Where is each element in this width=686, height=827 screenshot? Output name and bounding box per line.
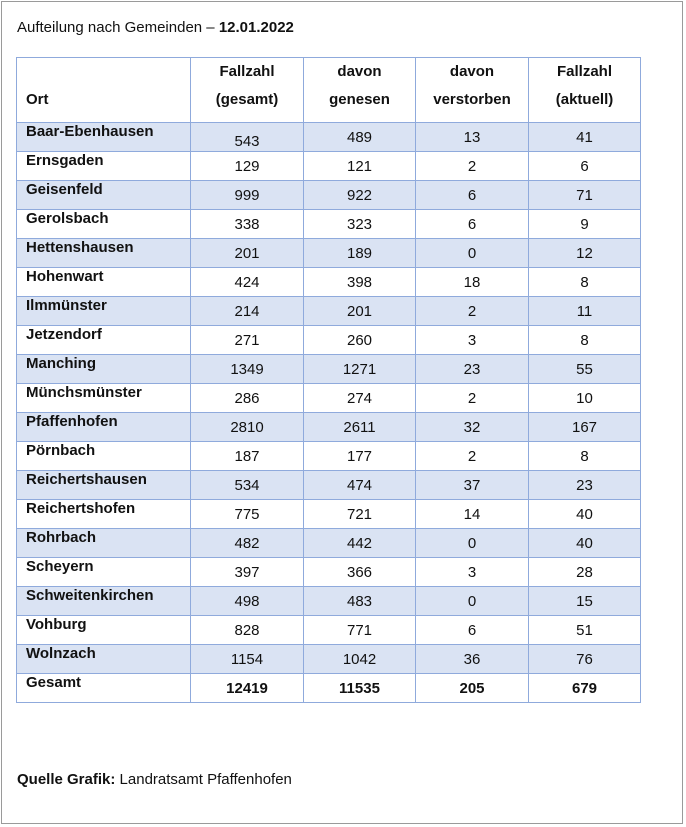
cell-value: 11: [529, 297, 641, 326]
cell-value: 483: [304, 587, 416, 616]
cell-value: 366: [304, 558, 416, 587]
cell-value: 28: [529, 558, 641, 587]
cell-value: 12: [529, 239, 641, 268]
cell-value: 41: [529, 123, 641, 152]
table-row: [17, 152, 641, 181]
page-title: [17, 19, 294, 36]
cell-ort: Gerolsbach: [17, 210, 191, 239]
header-fallzahl-gesamt: Fallzahl (gesamt): [191, 58, 304, 123]
cell-ort: Vohburg: [17, 616, 191, 645]
cell-value: 474: [304, 471, 416, 500]
cell-value: 2: [416, 442, 529, 471]
cell-value: 8: [529, 326, 641, 355]
cell-ort: Pörnbach: [17, 442, 191, 471]
cell-value: 11535: [304, 674, 416, 703]
cell-ort: Scheyern: [17, 558, 191, 587]
cell-value: 398: [304, 268, 416, 297]
cell-value: 679: [529, 674, 641, 703]
cell-value: 187: [191, 442, 304, 471]
cell-value: 23: [416, 355, 529, 384]
cell-value: 37: [416, 471, 529, 500]
cell-value: 12419: [191, 674, 304, 703]
cell-value: 397: [191, 558, 304, 587]
cell-value: 286: [191, 384, 304, 413]
table-row: [17, 181, 641, 210]
cell-value: 177: [304, 442, 416, 471]
cell-value: 51: [529, 616, 641, 645]
cell-value: 2611: [304, 413, 416, 442]
cell-value: 0: [416, 239, 529, 268]
table-row: [17, 442, 641, 471]
cell-value: 129: [191, 152, 304, 181]
header-davon-genesen: davon genesen: [304, 58, 416, 123]
cell-value: 3: [416, 326, 529, 355]
cell-value: 775: [191, 500, 304, 529]
title-date: 12.01.2022: [218, 19, 294, 36]
table-row: [17, 210, 641, 239]
table-row: [17, 355, 641, 384]
table-row: [17, 123, 641, 152]
cell-value: 205: [416, 674, 529, 703]
cell-value: 0: [416, 587, 529, 616]
cell-value: 1349: [191, 355, 304, 384]
table-row: [17, 558, 641, 587]
cell-ort: Rohrbach: [17, 529, 191, 558]
cell-value: 271: [191, 326, 304, 355]
table-row: [17, 500, 641, 529]
cell-value: 2: [416, 384, 529, 413]
cell-value: 482: [191, 529, 304, 558]
cell-value: 6: [416, 616, 529, 645]
cell-value: 201: [191, 239, 304, 268]
cell-value: 1154: [191, 645, 304, 674]
table-row: [17, 384, 641, 413]
cell-value: 1271: [304, 355, 416, 384]
cell-ort: Baar-Ebenhausen: [17, 123, 191, 152]
cell-value: 8: [529, 268, 641, 297]
cell-ort: Jetzendorf: [17, 326, 191, 355]
cell-value: 76: [529, 645, 641, 674]
cell-ort: Schweitenkirchen: [17, 587, 191, 616]
table-total-row: [17, 674, 641, 703]
cell-value: 274: [304, 384, 416, 413]
source-label: Quelle Grafik:: [17, 771, 116, 788]
cell-value: 260: [304, 326, 416, 355]
cell-value: 2: [416, 297, 529, 326]
cell-value: 167: [529, 413, 641, 442]
table-row: [17, 645, 641, 674]
cell-value: 201: [304, 297, 416, 326]
header-fallzahl-aktuell: Fallzahl (aktuell): [529, 58, 641, 123]
cell-ort: Hettenshausen: [17, 239, 191, 268]
cell-ort: Ernsgaden: [17, 152, 191, 181]
table-row: [17, 616, 641, 645]
title-prefix: Aufteilung nach Gemeinden –: [17, 19, 219, 36]
source-text: Landratsamt Pfaffenhofen: [115, 771, 292, 788]
cell-value: 71: [529, 181, 641, 210]
header-ort: Ort: [17, 58, 191, 123]
cell-value: 214: [191, 297, 304, 326]
cell-value: 189: [304, 239, 416, 268]
cell-value: 6: [416, 181, 529, 210]
cell-value: 999: [191, 181, 304, 210]
cell-value: 121: [304, 152, 416, 181]
cell-value: 15: [529, 587, 641, 616]
cell-value: 55: [529, 355, 641, 384]
cell-ort: Hohenwart: [17, 268, 191, 297]
cell-value: 534: [191, 471, 304, 500]
cell-value: 2810: [191, 413, 304, 442]
cell-value: 498: [191, 587, 304, 616]
table-row: [17, 297, 641, 326]
cell-value: 6: [529, 152, 641, 181]
cell-value: 32: [416, 413, 529, 442]
header-davon-verstorben: davon verstorben: [416, 58, 529, 123]
cell-value: 18: [416, 268, 529, 297]
cell-value: 3: [416, 558, 529, 587]
cell-ort: Reichertshofen: [17, 500, 191, 529]
cell-ort: Gesamt: [17, 674, 191, 703]
source-note: [17, 771, 292, 788]
table-header-row: [17, 58, 641, 123]
cell-value: 442: [304, 529, 416, 558]
table-row: [17, 471, 641, 500]
cell-value: 721: [304, 500, 416, 529]
cell-value: 543: [191, 123, 304, 152]
cell-value: 14: [416, 500, 529, 529]
cell-value: 10: [529, 384, 641, 413]
cell-value: 1042: [304, 645, 416, 674]
cell-value: 424: [191, 268, 304, 297]
cell-value: 8: [529, 442, 641, 471]
cell-value: 40: [529, 529, 641, 558]
table-row: [17, 268, 641, 297]
cell-ort: Pfaffenhofen: [17, 413, 191, 442]
table-row: [17, 529, 641, 558]
cell-value: 23: [529, 471, 641, 500]
table-row: [17, 239, 641, 268]
cell-value: 828: [191, 616, 304, 645]
table-row: [17, 587, 641, 616]
cell-value: 771: [304, 616, 416, 645]
cell-value: 9: [529, 210, 641, 239]
cell-value: 6: [416, 210, 529, 239]
cell-value: 0: [416, 529, 529, 558]
cases-table: [16, 57, 641, 703]
table-row: [17, 413, 641, 442]
cell-value: 922: [304, 181, 416, 210]
cell-ort: Wolnzach: [17, 645, 191, 674]
cell-value: 323: [304, 210, 416, 239]
cell-ort: Geisenfeld: [17, 181, 191, 210]
cell-value: 40: [529, 500, 641, 529]
cell-value: 489: [304, 123, 416, 152]
cell-ort: Manching: [17, 355, 191, 384]
cell-value: 36: [416, 645, 529, 674]
cell-value: 13: [416, 123, 529, 152]
table-row: [17, 326, 641, 355]
cell-ort: Reichertshausen: [17, 471, 191, 500]
cell-ort: Münchsmünster: [17, 384, 191, 413]
cell-value: 338: [191, 210, 304, 239]
cell-ort: Ilmmünster: [17, 297, 191, 326]
cell-value: 2: [416, 152, 529, 181]
